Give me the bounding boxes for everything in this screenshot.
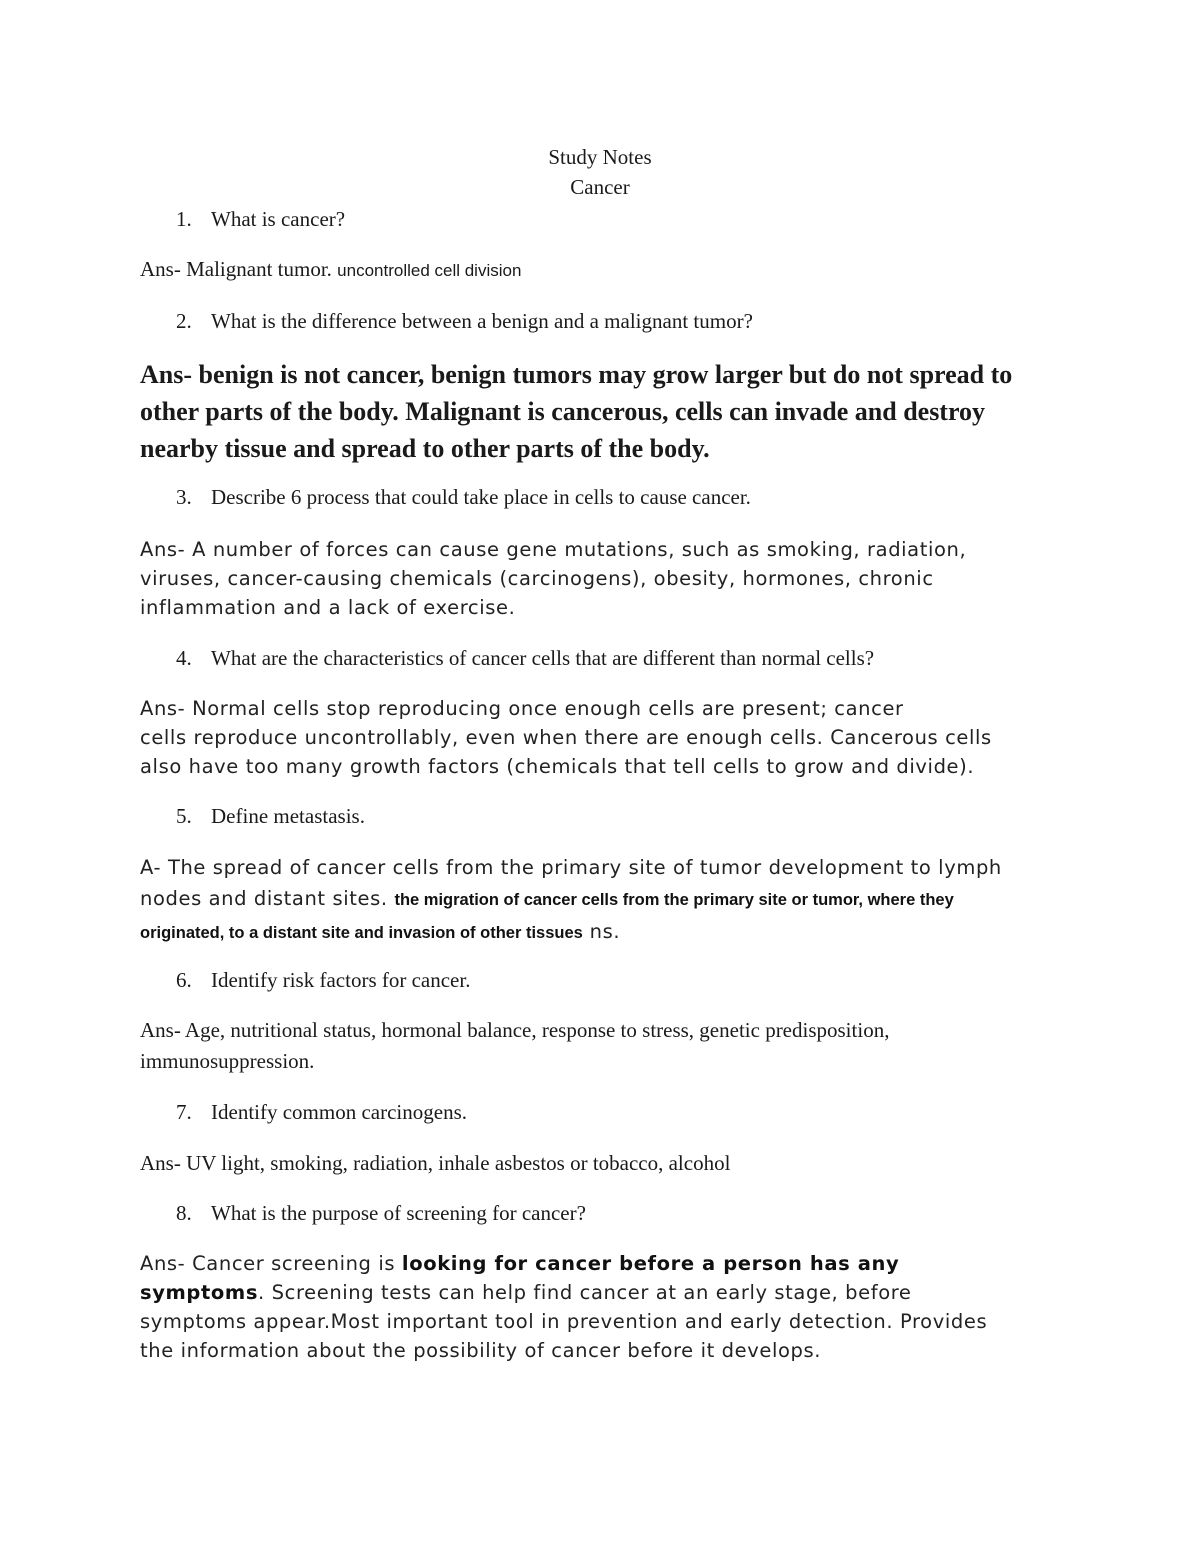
question-number: 1. [176,207,192,231]
question-5 [176,801,365,831]
answer-2 [140,356,1040,467]
question-6 [176,965,470,995]
question-7 [176,1097,467,1127]
answer-note: originated, to a distant site and invasion of other tissues [140,924,583,942]
answer-text: ns. [589,920,621,943]
answer-1 [140,254,1060,286]
answer-emphasis: looking for cancer before a person has any [401,1252,900,1275]
answer-8 [140,1249,1060,1365]
answer-line: also have too many growth factors (chemicals that tell cells to grow and divide). [140,755,975,778]
answer-line: the information about the possibility of cancer before it develops. [140,1339,822,1362]
question-number: 3. [176,485,192,509]
question-text: Identify risk factors for cancer. [211,968,471,992]
answer-emphasis: symptoms [140,1281,259,1304]
answer-line: cells reproduce uncontrollably, even when there are enough cells. Cancerous cells [140,726,992,749]
answer-note: uncontrolled cell division [337,261,522,280]
answer-4 [140,694,1060,781]
question-number: 5. [176,804,192,828]
answer-text: nodes and distant sites. [140,887,388,910]
question-text: Identify common carcinogens. [211,1100,467,1124]
answer-line: immunosuppression. [140,1049,315,1073]
question-text: What is cancer? [211,207,346,231]
question-text: What are the characteristics of cancer cells that are different than normal cells? [211,646,875,670]
question-number: 8. [176,1201,192,1225]
question-number: 7. [176,1100,192,1124]
answer-line: Ans- A number of forces can cause gene mutations, such as smoking, radiation, [140,538,967,561]
answer-line: Ans- Age, nutritional status, hormonal balance, response to stress, genetic predisposition, [140,1018,890,1042]
answer-text: Ans- Cancer screening is [140,1252,396,1275]
question-text: What is the difference between a benign and a malignant tumor? [211,309,753,333]
answer-text: Ans- Malignant tumor. [140,257,332,281]
answer-line: viruses, cancer-causing chemicals (carcinogens), obesity, hormones, chronic [140,567,934,590]
answer-note: the migration of cancer cells from the primary site or tumor, where they [394,891,954,909]
question-text: Define metastasis. [211,804,365,828]
question-text: Describe 6 process that could take place in cells to cause cancer. [211,485,751,509]
answer-5 [140,852,1060,949]
question-text: What is the purpose of screening for cancer? [211,1201,586,1225]
answer-line [140,1278,1060,1307]
question-3 [176,482,751,512]
document-subtitle: Cancer [570,175,630,199]
answer-line: symptoms appear.Most important tool in prevention and early detection. Provides [140,1310,988,1333]
answer-line [140,883,1060,916]
answer-line: Ans- UV light, smoking, radiation, inhale asbestos or tobacco, alcohol [140,1151,731,1175]
answer-6 [140,1015,1060,1077]
answer-line: A- The spread of cancer cells from the primary site of tumor development to lymph [140,856,1002,879]
question-4 [176,643,874,673]
answer-line: inflammation and a lack of exercise. [140,596,516,619]
question-number: 2. [176,309,192,333]
answer-line [140,916,1060,949]
question-number: 4. [176,646,192,670]
answer-text: . Screening tests can help find cancer at an early stage, before [258,1281,912,1304]
answer-line: Ans- Normal cells stop reproducing once enough cells are present; cancer [140,697,904,720]
answer-3 [140,535,1060,622]
document-title: Study Notes [548,145,652,169]
question-2 [176,306,753,336]
answer-line: Ans- benign is not cancer, benign tumors may grow larger but do not spread to [140,360,1013,389]
answer-line: other parts of the body. Malignant is cancerous, cells can invade and destroy [140,397,986,426]
answer-line: nearby tissue and spread to other parts of the body. [140,434,710,463]
question-number: 6. [176,968,192,992]
question-8 [176,1198,586,1228]
answer-line [140,1249,1060,1278]
answer-7 [140,1148,1060,1179]
question-1 [176,204,345,234]
